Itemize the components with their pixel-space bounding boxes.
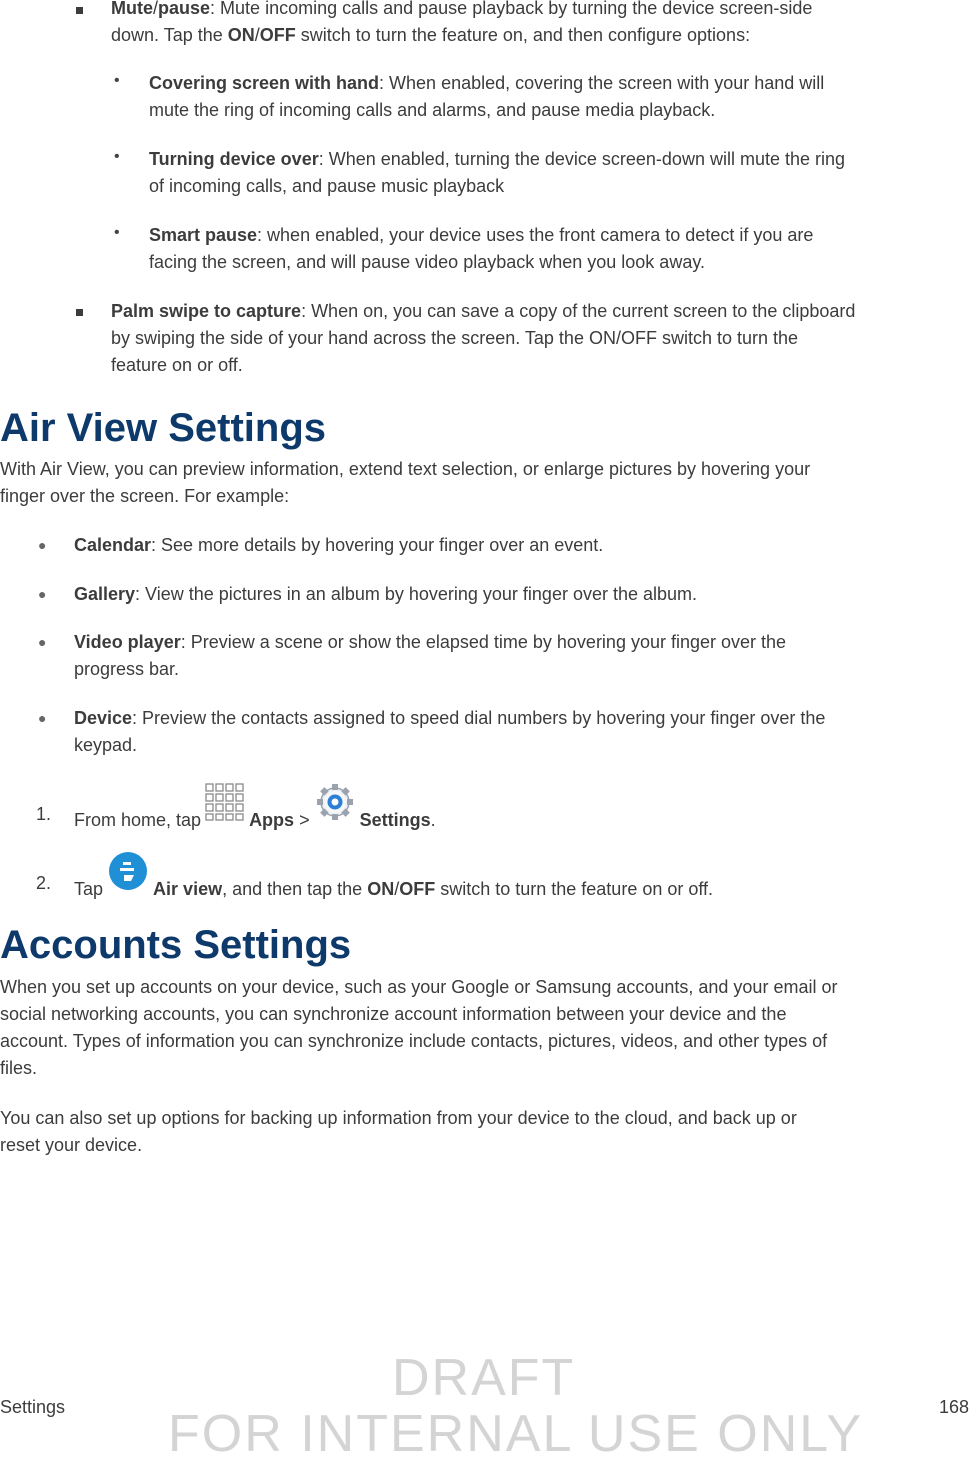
draft-watermark-line-2: FOR INTERNAL USE ONLY (168, 1405, 863, 1463)
sub-bullet: • (114, 224, 120, 241)
step-number: 1. (36, 804, 52, 824)
step-1: From home, tap Apps > Settings. (74, 782, 436, 828)
settings-gear-icon (315, 782, 355, 822)
air-item-calendar: Calendar: See more details by hovering your finger over an event. (74, 535, 604, 555)
accounts-paragraph-1: When you set up accounts on your device, such as your Google or Samsung accounts, and your email or social networking accounts, you can synchronize account information between your device and the account. Types of information you can synchronize include contacts, pictures, videos, and other types of files. (0, 977, 838, 1078)
sub-item-covering: Covering screen with hand: When enabled, covering the screen with your hand will mute the ring of incoming calls and alarms, and pause media playback. (149, 73, 825, 120)
square-bullet (76, 309, 83, 316)
mute-pause-item: Mute/pause: Mute incoming calls and pause playback by turning the device screen-side down. Tap the ON/OFF switch to turn the feature on, and then configure options: (111, 0, 813, 45)
footer-section: Settings (0, 1397, 66, 1417)
sub-item-turning: Turning device over: When enabled, turning the device screen-down will mute the ring of incoming calls, and pause music playback (149, 149, 846, 196)
air-view-intro: With Air View, you can preview information, extend text selection, or enlarge pictures by hovering your finger over the screen. For example: (0, 459, 811, 506)
apps-grid-icon (204, 782, 244, 822)
round-bullet: ● (38, 586, 47, 602)
accounts-paragraph-2: You can also set up options for backing up information from your device to the cloud, and back up or reset your device. (0, 1108, 797, 1155)
air-item-video-player: Video player: Preview a scene or show the elapsed time by hovering your finger over the progress bar. (74, 632, 787, 679)
square-bullet (76, 7, 83, 14)
sub-item-smart-pause: Smart pause: when enabled, your device uses the front camera to detect if you are facing the screen, and will pause video playback when you look away. (149, 225, 814, 272)
accounts-heading: Accounts Settings (0, 923, 352, 967)
air-view-icon (108, 851, 148, 891)
round-bullet: ● (38, 634, 47, 650)
footer-page-number: 168 (938, 1397, 969, 1417)
sub-bullet: • (114, 148, 120, 165)
air-item-gallery: Gallery: View the pictures in an album by hovering your finger over the album. (74, 584, 698, 604)
round-bullet: ● (38, 710, 47, 726)
sub-bullet: • (114, 72, 120, 89)
draft-watermark: DRAFT (392, 1349, 576, 1407)
step-number: 2. (36, 873, 52, 893)
round-bullet: ● (38, 537, 47, 553)
step-2: Tap Air view, and then tap the ON/OFF switch to turn the feature on or off. (74, 851, 713, 895)
palm-swipe-item: Palm swipe to capture: When on, you can save a copy of the current screen to the clipboard by swiping the side of your hand across the screen. Tap the ON/OFF switch to turn the feature on or off. (111, 301, 856, 375)
air-view-heading: Air View Settings (0, 406, 327, 450)
air-item-device: Device: Preview the contacts assigned to speed dial numbers by hovering your finger over the keypad. (74, 708, 826, 755)
